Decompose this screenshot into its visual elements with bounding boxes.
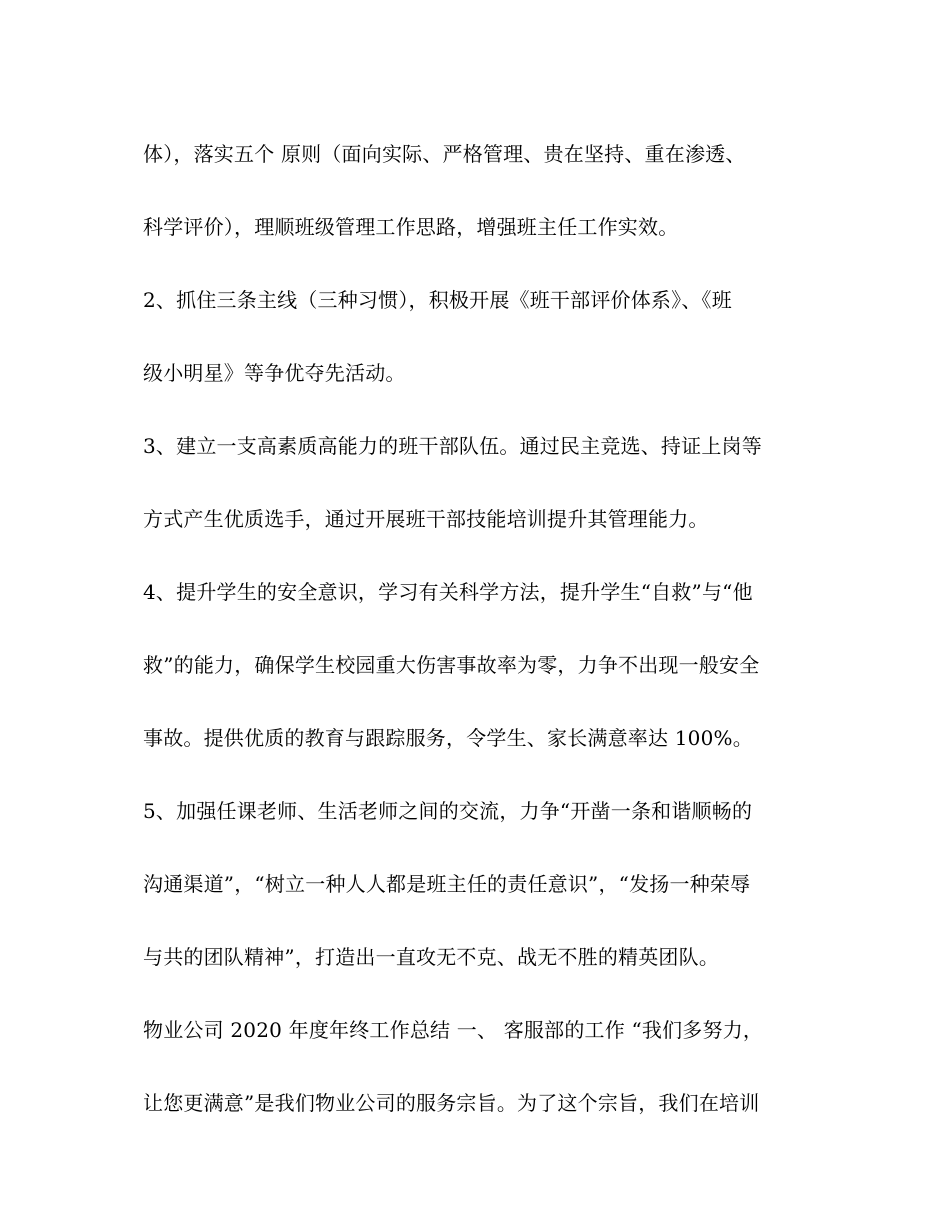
text-line: 与共的团队精神”，打造出一直攻无不克、战无不胜的精英团队。 [143, 945, 720, 969]
text-line: 方式产生优质选手，通过开展班干部技能培训提升其管理能力。 [143, 507, 709, 531]
text-line: 让您更满意”是我们物业公司的服务宗旨。为了这个宗旨，我们在培训 [143, 1091, 760, 1115]
text-line: 5、加强任课老师、生活老师之间的交流，力争“开凿一条和谐顺畅的 [143, 799, 753, 823]
text-line: 级小明星》等争优夺先活动。 [143, 361, 406, 385]
text-line: 救”的能力，确保学生校园重大伤害事故率为零，力争不出现一般安全 [143, 653, 760, 677]
text-line: 2、抓住三条主线（三种习惯），积极开展《班干部评价体系》、《班 [143, 288, 732, 312]
text-line: 事故。提供优质的教育与跟踪服务，令学生、家长满意率达 100%。 [143, 726, 753, 750]
text-line: 科学评价），理顺班级管理工作思路，增强班主任工作实效。 [143, 215, 679, 239]
text-line: 沟通渠道”，“树立一种人人都是班主任的责任意识”，“发扬一种荣辱 [143, 872, 751, 896]
text-line: 3、建立一支高素质高能力的班干部队伍。通过民主竞选、持证上岗等 [143, 434, 762, 458]
text-line: 4、提升学生的安全意识，学习有关科学方法，提升学生“自救”与“他 [143, 580, 753, 604]
document-body [143, 118, 823, 1140]
text-line: 物业公司 2020 年度年终工作总结 一、 客服部的工作 “我们多努力， [143, 1018, 764, 1042]
text-line: 体），落实五个 原则（面向实际、严格管理、贵在坚持、重在渗透、 [143, 142, 746, 166]
